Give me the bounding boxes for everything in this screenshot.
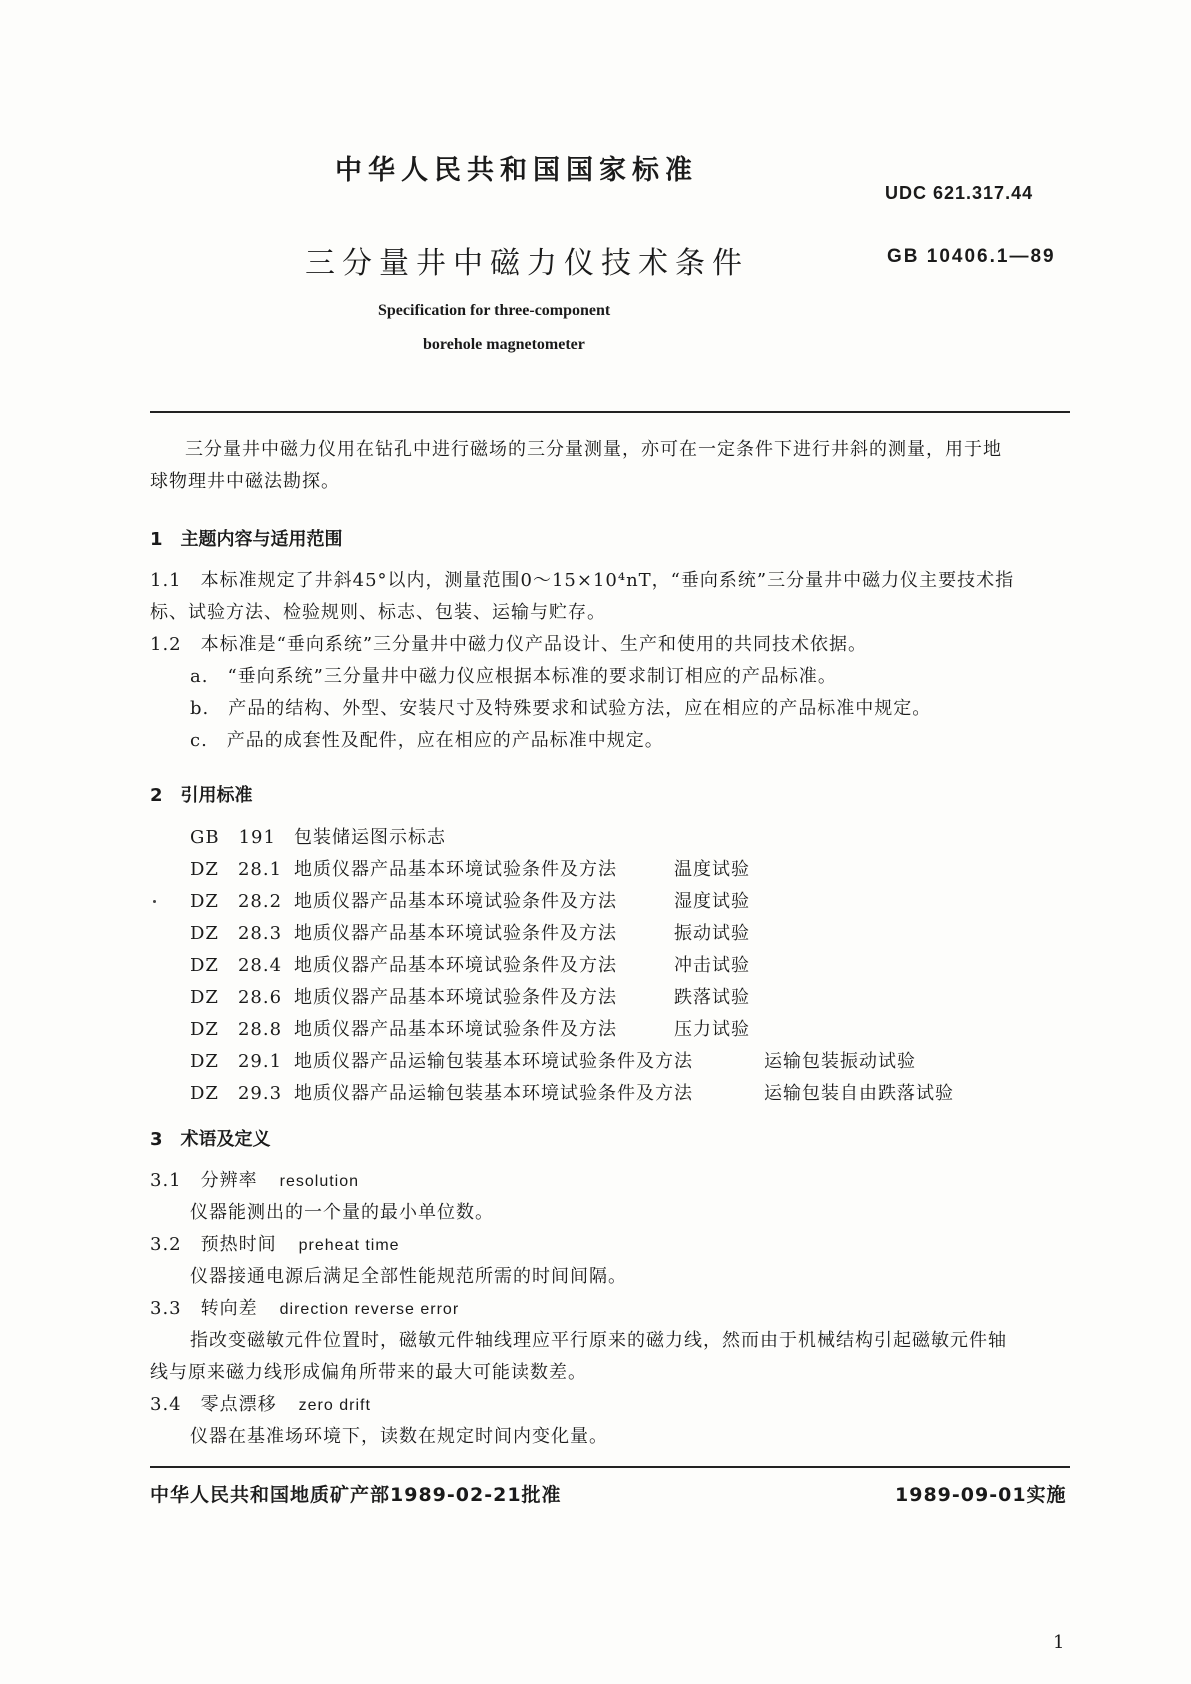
reference-code: GB 191 [190, 827, 276, 848]
reference-name: 包装储运图示标志 [294, 827, 446, 848]
term-name: 分辨率 [200, 1170, 258, 1191]
reference-part: 运输包装自由跌落试验 [764, 1083, 954, 1104]
term-english: zero drift [298, 1397, 371, 1414]
reference-name: 地质仪器产品基本环境试验条件及方法 [294, 987, 617, 1008]
standard-title: 三分量井中磁力仪技术条件 [305, 246, 749, 281]
clause-1-1-line1: 1.1 本标准规定了井斜45°以内，测量范围0～15×10⁴nT，“垂向系统”三分量井中磁力仪主要技术指 [150, 570, 1015, 591]
reference-name: 地质仪器产品基本环境试验条件及方法 [294, 891, 617, 912]
page-number: 1 [1053, 1632, 1065, 1653]
intro-line2: 球物理井中磁法勘探。 [150, 471, 340, 492]
reference-code: DZ 28.4 [190, 955, 283, 976]
reference-part: 运输包装振动试验 [764, 1051, 916, 1072]
standard-number: GB 10406.1—89 [887, 246, 1056, 267]
reference-name: 地质仪器产品基本环境试验条件及方法 [294, 1019, 617, 1040]
term-english: resolution [279, 1173, 360, 1190]
national-standard-heading: 中华人民共和国国家标准 [335, 155, 698, 186]
reference-name: 地质仪器产品基本环境试验条件及方法 [294, 923, 617, 944]
term-3-2 [150, 1229, 400, 1262]
reference-row [190, 919, 750, 945]
reference-code: DZ 28.1 [190, 859, 283, 880]
reference-name: 地质仪器产品基本环境试验条件及方法 [294, 859, 617, 880]
reference-code: DZ 28.8 [190, 1019, 283, 1040]
term-name: 预热时间 [200, 1234, 277, 1255]
clause-1-2-item-a: a. “垂向系统”三分量井中磁力仪应根据本标准的要求制订相应的产品标准。 [190, 666, 837, 687]
term-3-4-definition: 仪器在基准场环境下，读数在规定时间内变化量。 [190, 1426, 608, 1447]
term-3-3-definition-line2: 线与原来磁力线形成偏角所带来的最大可能读数差。 [150, 1362, 587, 1383]
reference-name: 地质仪器产品基本环境试验条件及方法 [294, 955, 617, 976]
section3-heading: 3 术语及定义 [150, 1129, 271, 1150]
reference-part: 跌落试验 [674, 987, 750, 1008]
footer-rule [150, 1466, 1070, 1468]
clause-1-2-item-c: c. 产品的成套性及配件，应在相应的产品标准中规定。 [190, 730, 664, 751]
reference-part: 压力试验 [674, 1019, 750, 1040]
reference-code: DZ 28.2 [190, 891, 283, 912]
reference-row [190, 887, 750, 913]
reference-part: 温度试验 [674, 859, 750, 880]
term-3-4 [150, 1389, 371, 1422]
term-3-3-definition-line1: 指改变磁敏元件位置时，磁敏元件轴线理应平行原来的磁力线，然而由于机械结构引起磁敏元件轴 [190, 1330, 1007, 1351]
approval-line: 中华人民共和国地质矿产部1989-02-21批准 [150, 1484, 562, 1506]
reference-code: DZ 29.1 [190, 1051, 283, 1072]
term-name: 零点漂移 [200, 1394, 277, 1415]
clause-1-2: 1.2 本标准是“垂向系统”三分量井中磁力仪产品设计、生产和使用的共同技术依据。 [150, 634, 868, 655]
reference-name: 地质仪器产品运输包装基本环境试验条件及方法 [294, 1083, 693, 1104]
clause-1-1-line2: 标、试验方法、检验规则、标志、包装、运输与贮存。 [150, 602, 606, 623]
english-title-line1: Specification for three-component [378, 302, 611, 319]
reference-part: 湿度试验 [674, 891, 750, 912]
term-3-3 [150, 1293, 459, 1326]
reference-name: 地质仪器产品运输包装基本环境试验条件及方法 [294, 1051, 693, 1072]
term-number: 3.2 [150, 1234, 182, 1255]
intro-line1: 三分量井中磁力仪用在钻孔中进行磁场的三分量测量，亦可在一定条件下进行井斜的测量，用于地 [185, 439, 1002, 460]
term-english: direction reverse error [279, 1301, 460, 1318]
reference-row [190, 1079, 954, 1105]
reference-part: 振动试验 [674, 923, 750, 944]
term-name: 转向差 [200, 1298, 258, 1319]
clause-1-2-item-b: b. 产品的结构、外型、安装尺寸及特殊要求和试验方法，应在相应的产品标准中规定。 [190, 698, 932, 719]
term-3-1 [150, 1165, 359, 1198]
reference-code: DZ 28.6 [190, 987, 283, 1008]
term-number: 3.3 [150, 1298, 182, 1319]
reference-row [190, 823, 446, 849]
udc-code: UDC 621.317.44 [885, 183, 1034, 203]
reference-row [190, 951, 750, 977]
reference-part: 冲击试验 [674, 955, 750, 976]
term-3-2-definition: 仪器接通电源后满足全部性能规范所需的时间间隔。 [190, 1266, 627, 1287]
english-title-line2: borehole magnetometer [423, 336, 585, 353]
term-number: 3.1 [150, 1170, 182, 1191]
effective-date: 1989-09-01实施 [895, 1484, 1067, 1506]
reference-code: DZ 28.3 [190, 923, 283, 944]
term-english: preheat time [298, 1237, 400, 1254]
top-rule [150, 411, 1070, 413]
reference-row [190, 1015, 750, 1041]
section1-heading: 1 主题内容与适用范围 [150, 529, 343, 550]
reference-row [190, 983, 750, 1009]
reference-code: DZ 29.3 [190, 1083, 283, 1104]
scan-speck [153, 900, 156, 903]
reference-row [190, 855, 750, 881]
term-3-1-definition: 仪器能测出的一个量的最小单位数。 [190, 1202, 494, 1223]
reference-row [190, 1047, 916, 1073]
term-number: 3.4 [150, 1394, 182, 1415]
section2-heading: 2 引用标准 [150, 785, 253, 806]
